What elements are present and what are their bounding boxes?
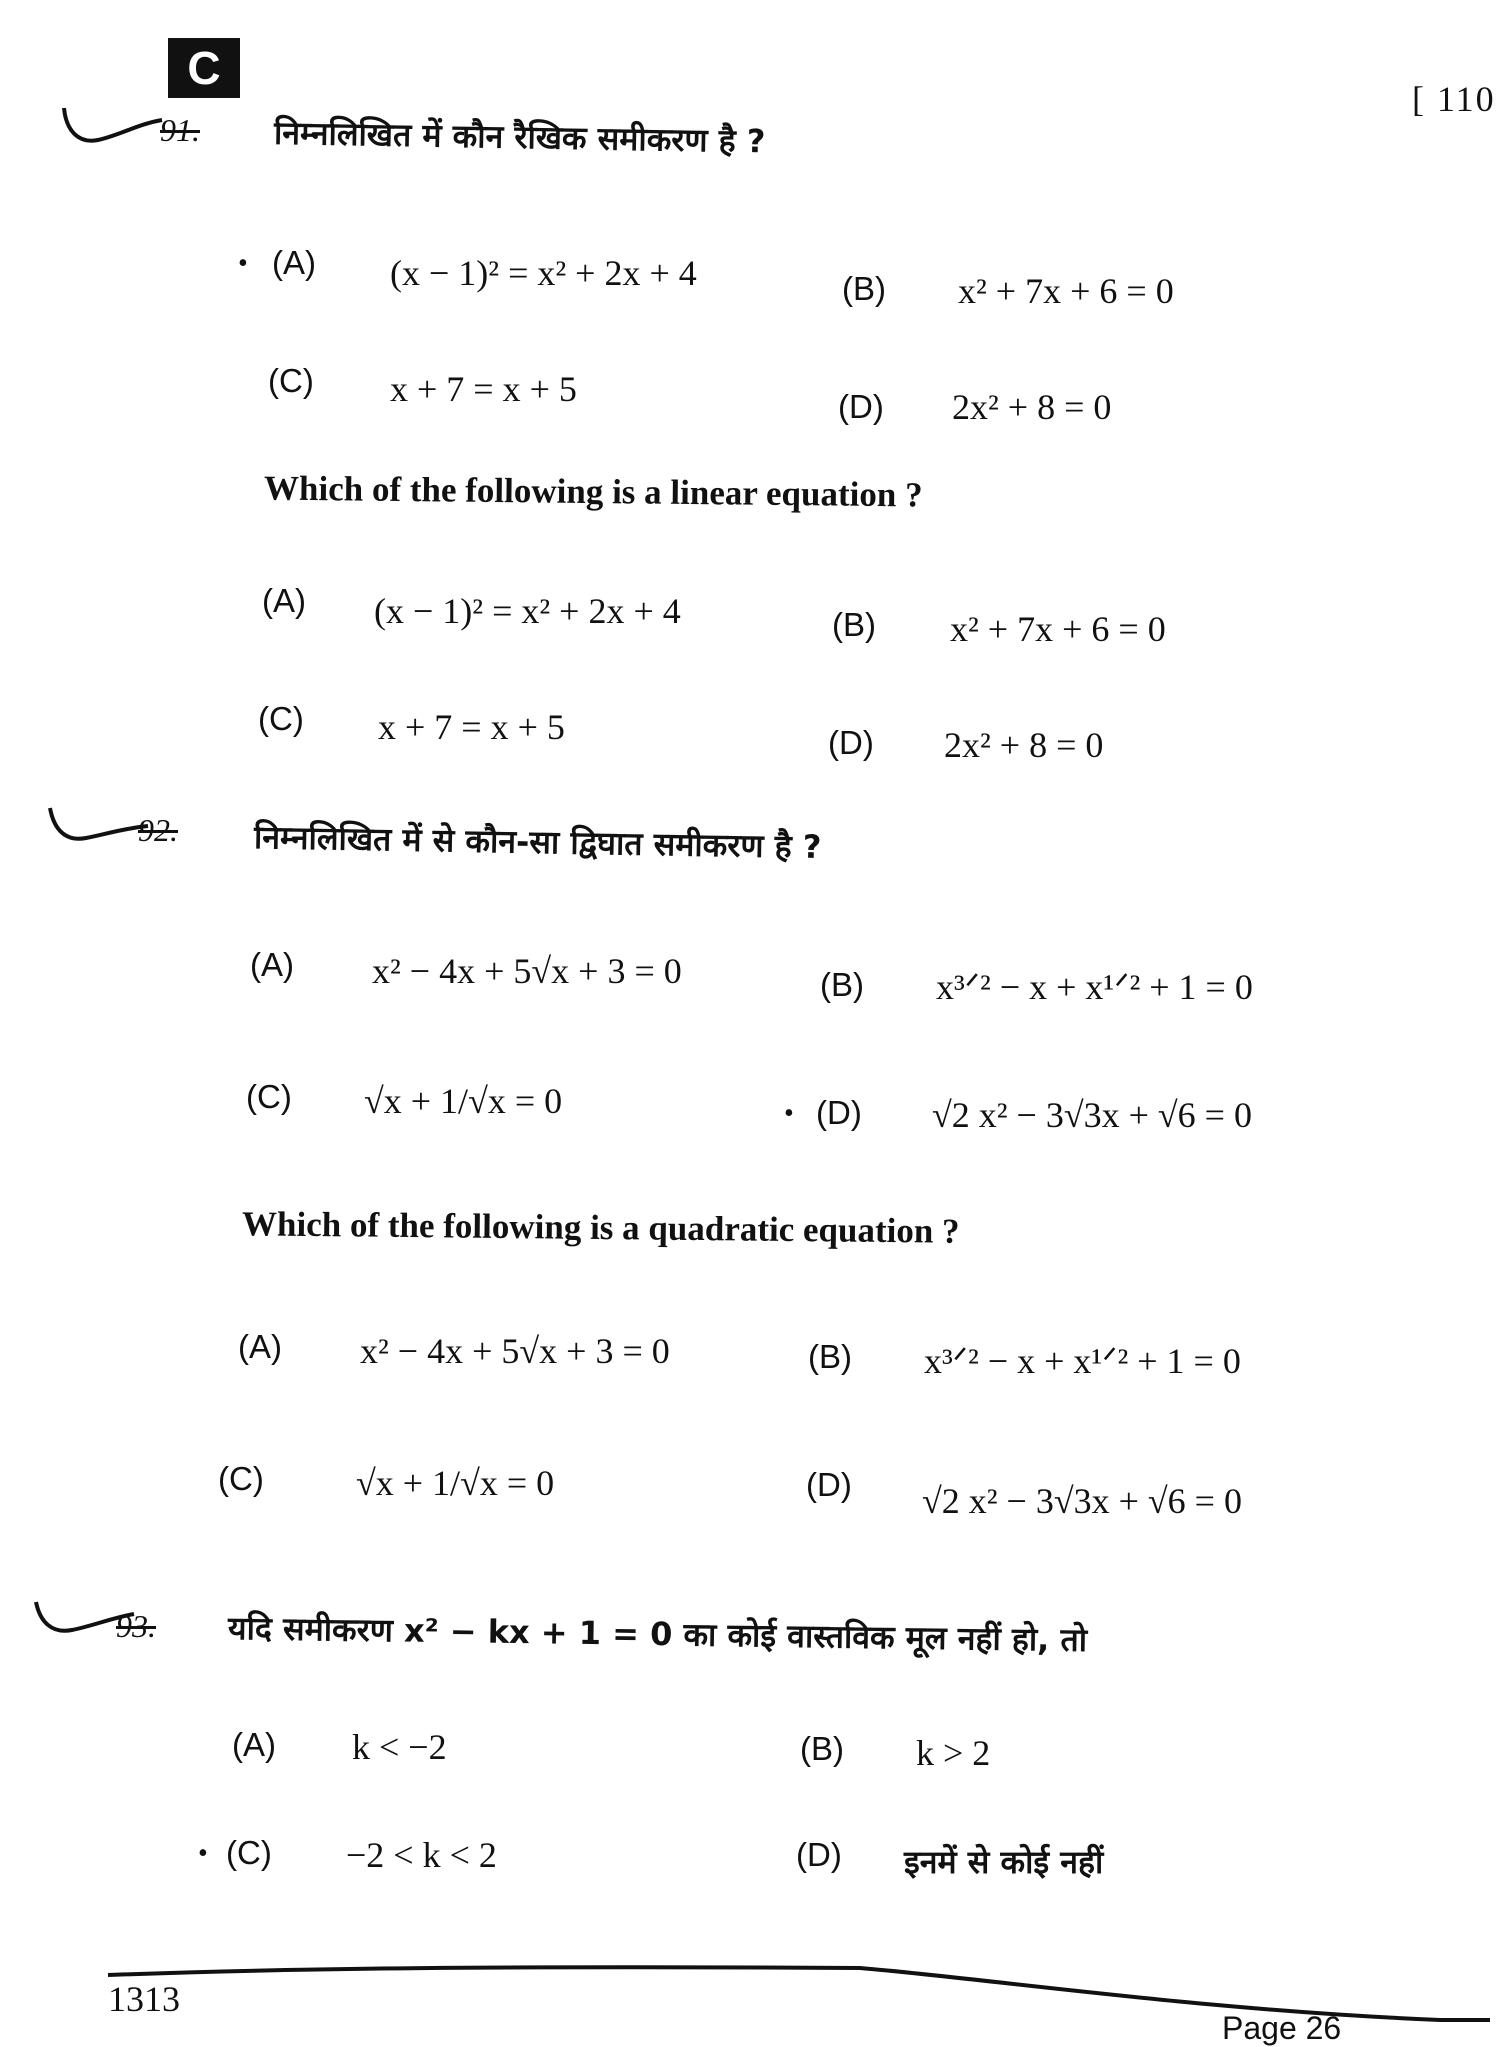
question-text-hindi: यदि समीकरण x² − kx + 1 = 0 का कोई वास्तविक मूल नहीं हो, तो [227,1609,1088,1659]
set-code-box: C [168,38,240,98]
option-equation: (x − 1)² = x² + 2x + 4 [390,253,697,293]
option-equation: x + 7 = x + 5 [378,707,565,747]
option-label: (D) [828,724,874,761]
option-label: (C) [218,1460,264,1497]
option-equation: (x − 1)² = x² + 2x + 4 [374,591,681,631]
option-label: (D) [796,1836,842,1873]
option-label: (C) [258,700,304,737]
option-label: (C) [246,1078,292,1115]
question-number: 92. [138,812,178,848]
option-equation: x³ᐟ² − x + x¹ᐟ² + 1 = 0 [936,967,1253,1007]
option-equation: x³ᐟ² − x + x¹ᐟ² + 1 = 0 [924,1341,1241,1381]
option-equation: 2x² + 8 = 0 [952,387,1112,427]
answer-mark-dot: • [784,1098,794,1129]
footer-page: Page 26 [1222,2010,1342,2046]
page-marker: [ 110 [1412,79,1496,119]
option-label: (A) [272,244,316,281]
option-label: (A) [262,582,306,619]
option-label: (B) [820,966,864,1003]
option-label: (B) [842,270,886,307]
option-equation: √2 x² − 3√3x + √6 = 0 [932,1095,1252,1135]
question-text-hindi: निम्नलिखित में से कौन-सा द्विघात समीकरण है ? [253,818,822,866]
option-equation: 2x² + 8 = 0 [944,725,1104,765]
option-label: (A) [250,946,294,983]
option-label: (B) [832,606,876,643]
option-equation: k < −2 [352,1727,447,1767]
option-equation: x² + 7x + 6 = 0 [950,609,1166,649]
option-label: (A) [238,1328,282,1365]
option-label: (C) [226,1834,272,1871]
option-label: (D) [816,1094,862,1131]
option-equation: x² + 7x + 6 = 0 [958,271,1174,311]
option-equation: x² − 4x + 5√x + 3 = 0 [360,1331,670,1371]
option-label: (B) [808,1338,852,1375]
footer-code: 1313 [108,1979,180,2019]
option-label: (D) [806,1466,852,1503]
option-equation: x + 7 = x + 5 [390,369,577,409]
option-text-hindi: इनमें से कोई नहीं [904,1843,1104,1881]
question-text-english: Which of the following is a linear equation ? [263,468,923,515]
answer-mark-dot: • [198,1838,208,1869]
option-label: (B) [800,1730,844,1767]
question-text-hindi: निम्नलिखित में कौन रैखिक समीकरण है ? [273,113,766,161]
question-number: 91. [160,112,200,148]
option-equation: k > 2 [916,1733,991,1773]
option-label: (D) [838,388,884,425]
question-number: 93. [116,1608,156,1644]
option-equation: √2 x² − 3√3x + √6 = 0 [922,1481,1242,1521]
question-text-english: Which of the following is a quadratic equation ? [241,1204,960,1251]
option-equation: x² − 4x + 5√x + 3 = 0 [372,951,682,991]
option-equation: √x + 1/√x = 0 [356,1463,555,1503]
option-equation: −2 < k < 2 [346,1835,497,1875]
option-equation: √x + 1/√x = 0 [364,1081,563,1121]
option-label: (A) [232,1726,276,1763]
answer-mark-dot: • [238,248,248,279]
option-label: (C) [268,362,314,399]
